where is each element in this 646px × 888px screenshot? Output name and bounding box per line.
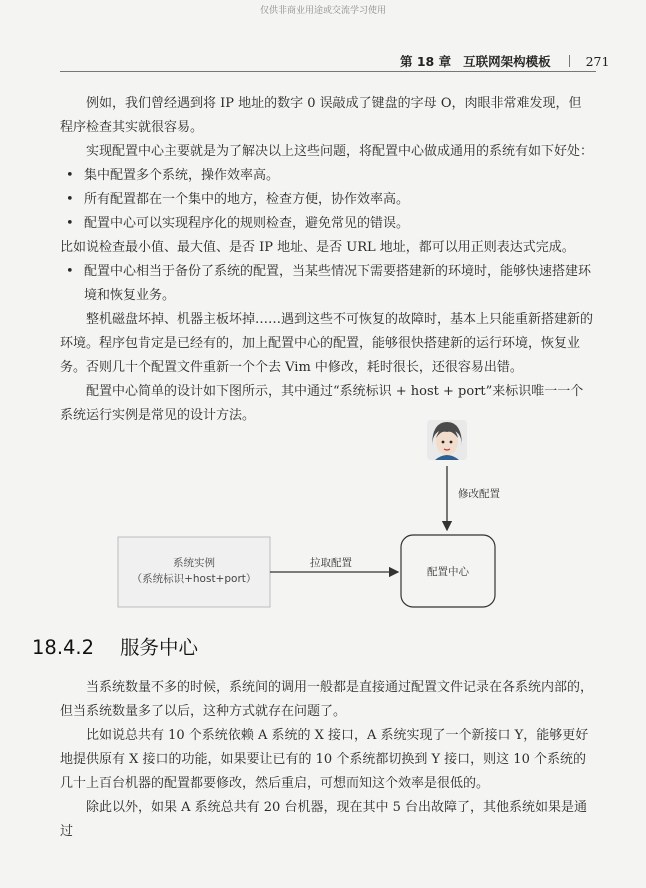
paragraph-2: 实现配置中心主要就是为了解决以上这些问题，将配置中心做成通用的系统有如下好处： [86,144,594,159]
system-instance-label: 系统实例 [173,557,215,569]
paragraph-8: 除此以外，如果 A 系统总共有 20 台机器，现在其中 5 台出故障了，其他系统如果是通过 [60,800,587,839]
section-number: 18.4.2 [32,636,95,659]
user-avatar-icon [427,420,467,460]
bullet-text: 配置中心可以实现程序化的规则检查，避免常见的错误。 [84,216,410,231]
bullet-text: 所有配置都在一个集中的地方，检查方便，协作效率高。 [84,192,410,207]
system-instance-box [118,537,270,607]
bullet-text: 集中配置多个系统，操作效率高。 [84,168,280,183]
system-instance-sublabel: （系统标识+host+port） [131,573,257,585]
paragraph-1: 例如，我们曾经遇到将 IP 地址的数字 0 误敲成了键盘的字母 O，肉眼非常难发现，但程序检查其实就很容易。 [60,96,582,135]
bullet-dot: • [66,216,74,231]
chapter-number: 第 18 章 [400,54,452,69]
page-number: 271 [585,54,610,69]
watermark: 仅供非商业用途或交流学习使用 [259,6,386,16]
paragraph-5: 配置中心简单的设计如下图所示，其中通过“系统标识 + host + port”来标识唯一一个系统运行实例是常见的设计方法。 [60,384,584,423]
chapter-title: 互联网架构模板 [463,54,551,69]
paragraph-6: 当系统数量不多的时候，系统间的调用一般都是直接通过配置文件记录在各系统内部的，但当系统数量多了以后，这种方式就存在问题了。 [60,680,594,719]
bullet-dot: • [66,264,74,279]
modify-config-label: 修改配置 [458,488,500,500]
bullet-text: 配置中心相当于备份了系统的配置，当某些情况下需要搭建新的环境时，能够快速搭建环境和恢复业务。 [84,264,592,303]
config-center-label: 配置中心 [427,566,469,578]
paragraph-3: 比如说检查最小值、最大值、是否 IP 地址、是否 URL 地址，都可以用正则表达式完成。 [60,240,575,255]
bullet-dot: • [66,192,74,207]
pull-config-label: 拉取配置 [310,557,352,569]
bullet-dot: • [66,168,74,183]
section-heading [32,632,198,660]
paragraph-7: 比如说总共有 10 个系统依赖 A 系统的 X 接口，A 系统实现了一个新接口 Y，能够更好地提供原有 X 接口的功能，如果要让已有的 10 个系统都切换到 Y 接口，则这 10 个系统的几十上百台机器的配置都要修改，然后重启，可想而知这个效率是很低的。 [60,728,589,791]
paragraph-4: 整机磁盘坏掉、机器主板坏掉……遇到这些不可恢复的故障时，基本上只能重新搭建新的环境。程序包肯定是已经有的，加上配置中心的配置，能够很快搭建新的运行环境，恢复业务。否则几十个配置文件重新一个个去 Vim 中修改，耗时很长，还很容易出错。 [60,312,594,375]
section-title: 服务中心 [120,636,199,659]
